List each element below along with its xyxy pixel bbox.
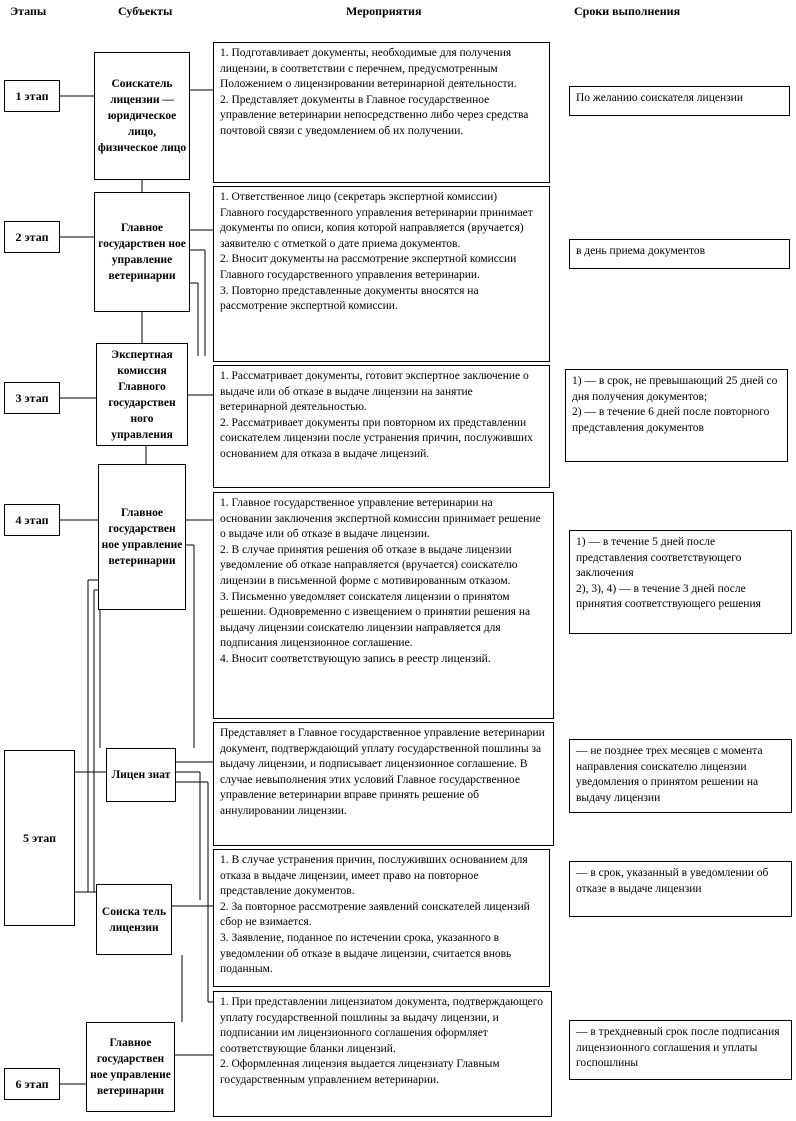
measure-item: 2. Вносит документы на рассмотрение экспертной комиссии Главного государственного управления ветеринарии. xyxy=(220,253,517,281)
subject-applicant-box: Соиска тель лицензии xyxy=(96,884,172,955)
measures-stage-4-box xyxy=(213,492,554,719)
measure-item: 1. Ответственное лицо (секретарь экспертной комиссии) Главного государственного управления ветеринарии принимает документы по описи, копия которой направляется (вручается) заявителю с отметкой о дате приема документов. xyxy=(220,191,533,250)
stage-2-box: 2 этап xyxy=(4,221,60,253)
measure-item: 1. Главное государственное управление ветеринарии на основании заключения экспертной комиссии принимает решение о выдаче или об отказе в выдаче лицензии. xyxy=(220,497,541,541)
measures-header: Мероприятия xyxy=(346,4,422,18)
term-item: 2) — в течение 6 дней после повторного представления документов xyxy=(572,406,770,434)
measures-stage-1-box xyxy=(213,42,550,183)
stage-6-box: 6 этап xyxy=(4,1068,60,1100)
measure-item: 2. В случае принятия решения об отказе в выдаче лицензии уведомление об отказе направляется (вручается) соискателю лицензии в письменной форме с мотивированным отказом. xyxy=(220,543,518,587)
term-stage-1-box xyxy=(569,86,790,116)
subject-main-directorate-box: Главное государствен ное управление ветеринарии xyxy=(86,1022,175,1112)
term-item: в день приема документов xyxy=(576,245,706,257)
stages-header: Этапы xyxy=(10,4,47,18)
term-item: По желанию соискателя лицензии xyxy=(576,92,743,104)
term-item: — в трехдневный срок после подписания лицензионного соглашения и уплаты госпошлины xyxy=(576,1026,780,1070)
stage-4-box: 4 этап xyxy=(4,504,60,536)
terms-header: Сроки выполнения xyxy=(574,4,681,18)
measure-item: 1. При представлении лицензиатом документа, подтверждающего уплату государственной пошлины за выдачу лицензии, и подписании им лицензионного соглашения оформляет соответствующие бланки лицензий. xyxy=(220,996,543,1055)
subject-main-directorate-box: Главное государствен ное управление ветеринарии xyxy=(98,464,186,610)
measure-item: 3. Письменно уведомляет соискателя лицензии о принятом решении. Одновременно с извещением о принятии решения на выдачу лицензии соискателю лицензии направляется для подписания лицензионное соглашение. xyxy=(220,590,531,650)
measure-item: 1. Рассматривает документы, готовит экспертное заключение о выдаче или об отказе в выдаче лицензии на занятие ветеринарной деятельностью. xyxy=(220,370,529,414)
term-stage-3-box xyxy=(565,369,788,462)
measures-stage-5-applicant-box xyxy=(213,849,550,987)
measure-item: 3. Заявление, поданное по истечении срока, указанного в уведомлении об отказе в выдаче лицензии, считается вновь поданным. xyxy=(220,931,512,976)
stage-3-box: 3 этап xyxy=(4,382,60,414)
term-stage-5-applicant-box xyxy=(569,861,792,917)
measure-item: 2. Оформленная лицензия выдается лицензиату Главным государственным управлением ветеринарии. xyxy=(220,1058,500,1086)
measure-item: 4. Вносит соответствующую запись в реестр лицензий. xyxy=(220,652,491,665)
measures-stage-5-licensee-box xyxy=(213,722,554,846)
stage-5-box: 5 этап xyxy=(4,750,75,926)
term-stage-5-licensee-box xyxy=(569,739,792,813)
term-item: 1) — в срок, не превышающий 25 дней со дня получения документов; xyxy=(572,375,778,403)
term-stage-6-box xyxy=(569,1020,792,1080)
term-item: 2), 3), 4) — в течение 3 дней после принятия соответствующего решения xyxy=(576,582,761,611)
measure-item: 1. Подготавливает документы, необходимые для получения лицензии, в соответствии с перечнем, предусмотренным Положением о лицензировании ветеринарной деятельности. xyxy=(220,47,517,91)
subjects-header: Субъекты xyxy=(118,4,173,18)
measures-stage-2-box xyxy=(213,186,550,362)
subject-licensee-box: Лицен зиат xyxy=(106,748,176,802)
measure-item: 2. За повторное рассмотрение заявлений соискателей лицензий сбор не взимается. xyxy=(220,900,530,929)
measure-item: Представляет в Главное государственное управление ветеринарии документ, подтверждающий уплату государственной пошлины за выдачу лицензии, и подписывает лицензионное соглашение. В случае невыполнения этих условий Главное государственное управление ветеринарии вправе принять решение об аннулировании лицензии. xyxy=(220,727,545,817)
measure-item: 2. Представляет документы в Главное государственное управление ветеринарии непосредственно либо через средства почтовой связи с уведомлением об их получении. xyxy=(220,93,529,137)
term-item: — не позднее трех месяцев с момента направления соискателю лицензии уведомления о принятом решении на выдачу лицензии xyxy=(576,745,763,804)
term-item: — в срок, указанный в уведомлении об отказе в выдаче лицензии xyxy=(576,867,769,895)
measure-item: 1. В случае устранения причин, послуживших основанием для отказа в выдаче лицензии, имеет право на повторное представление документов. xyxy=(220,854,528,898)
measure-item: 3. Повторно представленные документы вносятся на рассмотрение экспертной комиссии. xyxy=(220,284,479,313)
subject-expert-commission-box: Экспертная комиссия Главного государствен ного управления xyxy=(96,343,188,446)
measures-stage-3-box xyxy=(213,365,550,488)
subject-main-directorate-box: Главное государствен ное управление ветеринарии xyxy=(94,192,190,312)
measures-stage-6-box xyxy=(213,991,552,1117)
term-item: 1) — в течение 5 дней после представления соответствующего заключения xyxy=(576,536,742,580)
stage-1-box: 1 этап xyxy=(4,80,60,112)
subject-applicant-box: Соискатель лицензии — юридическое лицо, физическое лицо xyxy=(94,52,190,180)
measure-item: 2. Рассматривает документы при повторном их представлении соискателем лицензии после устранения причин, послуживших основанием для отказа в выдаче лицензий. xyxy=(220,416,533,460)
term-stage-2-box xyxy=(569,239,790,269)
term-stage-4-box xyxy=(569,530,792,634)
